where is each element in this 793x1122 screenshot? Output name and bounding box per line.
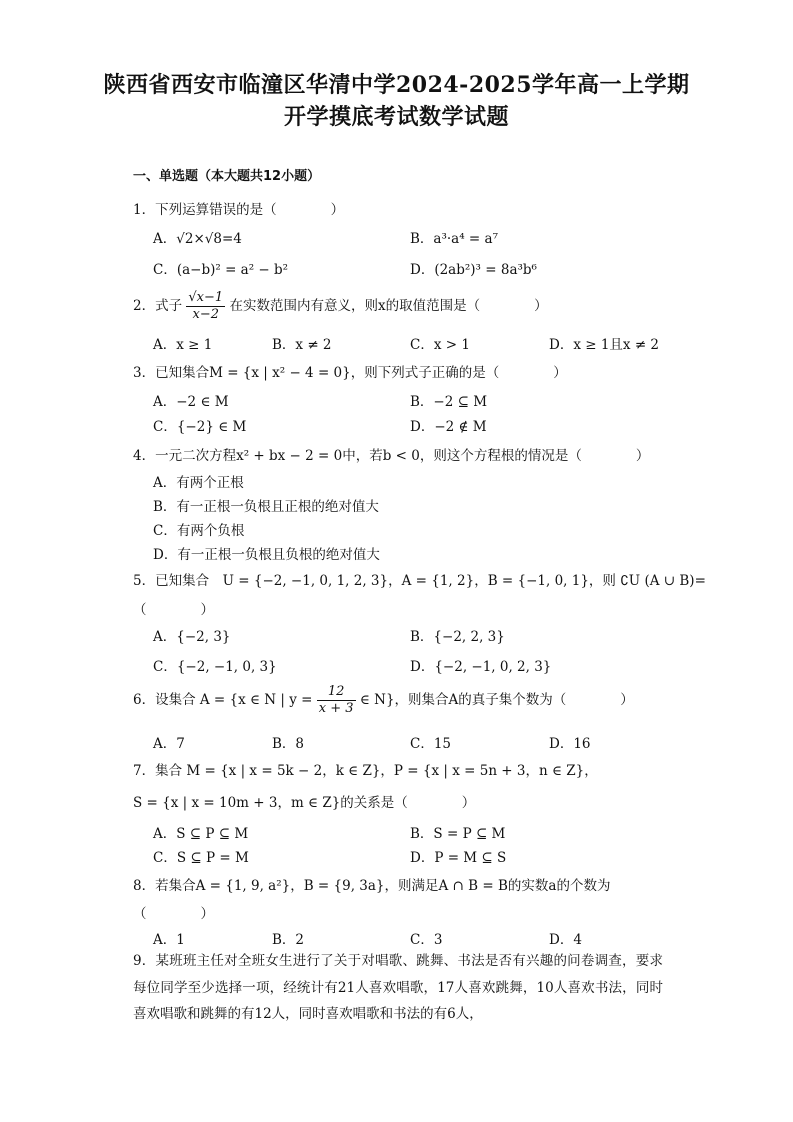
question-6-option-d: D．16 xyxy=(549,736,591,752)
question-3-option-c: C．{−2} ∈ M xyxy=(153,419,247,435)
question-7-stem: 7．集合 M = {x | x = 5k − 2，k ∈ Z}，P = {x | x = 5n + 3，n ∈ Z}， xyxy=(133,763,598,779)
question-9-text: 9．某班班主任对全班女生进行了关于对唱歌、跳舞、书法是否有兴趣的问卷调查，要求每位同学至少选择一项，经统计有21人喜欢唱歌，17人喜欢跳舞，10人喜欢书法，同时喜欢唱歌和跳舞的有12人，同时喜欢唱歌和书法的有6人， xyxy=(133,953,663,1022)
question-3-stem: 3．已知集合M = {x | x² − 4 = 0}，则下列式子正确的是（ ） xyxy=(133,365,567,381)
question-2-fraction xyxy=(186,290,225,323)
question-7-stem-line-2: S = {x | x = 10m + 3，m ∈ Z}的关系是（ ） xyxy=(133,795,476,811)
question-4-stem: 4．一元二次方程x² + bx − 2 = 0中，若b < 0，则这个方程根的情况是（ ） xyxy=(133,448,650,464)
question-1-option-c: C．(a−b)² = a² − b² xyxy=(153,262,289,278)
question-5-option-d: D．{−2, −1, 0, 2, 3} xyxy=(410,659,552,675)
question-6-fraction-numerator: 12 xyxy=(317,684,356,701)
question-7-option-c: C．S ⊆ P = M xyxy=(153,850,249,866)
question-4-option-c: C．有两个负根 xyxy=(153,523,245,539)
question-6-stem-pre: 6．设集合 A = {x ∈ N | y = xyxy=(133,692,313,708)
question-6-stem-post: ∈ N}，则集合A的真子集个数为（ ） xyxy=(359,692,634,708)
question-8-option-a: A．1 xyxy=(153,932,185,948)
question-2-stem xyxy=(133,290,548,323)
question-8-option-d: D．4 xyxy=(549,932,582,948)
question-3-option-d: D．−2 ∉ M xyxy=(410,419,487,435)
title-line-2: 开学摸底考试数学试题 xyxy=(283,104,509,130)
question-6-fraction xyxy=(317,684,356,717)
question-6-option-b: B．8 xyxy=(272,736,305,752)
question-2-option-b: B．x ≠ 2 xyxy=(272,337,332,353)
question-1-stem: 1．下列运算错误的是（ ） xyxy=(133,202,345,218)
question-8-stem: 8．若集合A = {1, 9, a²}，B = {9, 3a}，则满足A ∩ B = B的实数a的个数为 xyxy=(133,878,611,894)
question-2-stem-post: 在实数范围内有意义，则x的取值范围是（ ） xyxy=(229,298,548,314)
question-8-option-c: C．3 xyxy=(410,932,443,948)
question-7-option-b: B．S = P ⊆ M xyxy=(410,826,506,842)
question-4-option-a: A．有两个正根 xyxy=(153,475,244,491)
question-5-option-a: A．{−2, 3} xyxy=(153,629,231,645)
question-2-option-c: C．x > 1 xyxy=(410,337,470,353)
section-heading: 一、单选题（本大题共12小题） xyxy=(133,169,321,184)
question-5-option-b: B．{−2, 2, 3} xyxy=(410,629,505,645)
question-2-fraction-denominator: x−2 xyxy=(192,307,220,322)
question-7-option-a: A．S ⊆ P ⊆ M xyxy=(153,826,249,842)
question-6-fraction-denominator: x + 3 xyxy=(318,701,354,716)
question-8-option-b: B．2 xyxy=(272,932,305,948)
question-7-option-d: D．P = M ⊆ S xyxy=(410,850,507,866)
question-5-option-c: C．{−2, −1, 0, 3} xyxy=(153,659,277,675)
question-4-option-b: B．有一正根一负根且正根的绝对值大 xyxy=(153,499,379,515)
title-line-1: 陕西省西安市临潼区华清中学2024-2025学年高一上学期 xyxy=(103,72,690,98)
question-1-option-d: D．(2ab²)³ = 8a³b⁶ xyxy=(410,262,537,278)
question-2-stem-pre: 2．式子 xyxy=(133,298,183,314)
question-1-option-a: A．√2×√8=4 xyxy=(153,231,242,247)
question-5-stem-line-2: （ ） xyxy=(133,602,214,618)
question-8-stem-line-2: （ ） xyxy=(133,906,214,922)
question-6-option-c: C．15 xyxy=(410,736,452,752)
question-3-option-b: B．−2 ⊆ M xyxy=(410,394,488,410)
question-2-fraction-numerator: √x−1 xyxy=(188,290,224,305)
question-3-option-a: A．−2 ∈ M xyxy=(153,394,229,410)
question-1-option-b: B．a³·a⁴ = a⁷ xyxy=(410,231,498,247)
question-6-stem xyxy=(133,684,634,717)
question-4-option-d: D．有一正根一负根且负根的绝对值大 xyxy=(153,547,380,563)
question-2-option-d: D．x ≥ 1且x ≠ 2 xyxy=(549,337,660,353)
question-5-stem: 5．已知集合 U = {−2, −1, 0, 1, 2, 3}，A = {1, 2}，B = {−1, 0, 1}，则 ∁U (A ∪ B)= xyxy=(133,573,706,589)
question-2-option-a: A．x ≥ 1 xyxy=(153,337,213,353)
question-6-option-a: A．7 xyxy=(153,736,185,752)
